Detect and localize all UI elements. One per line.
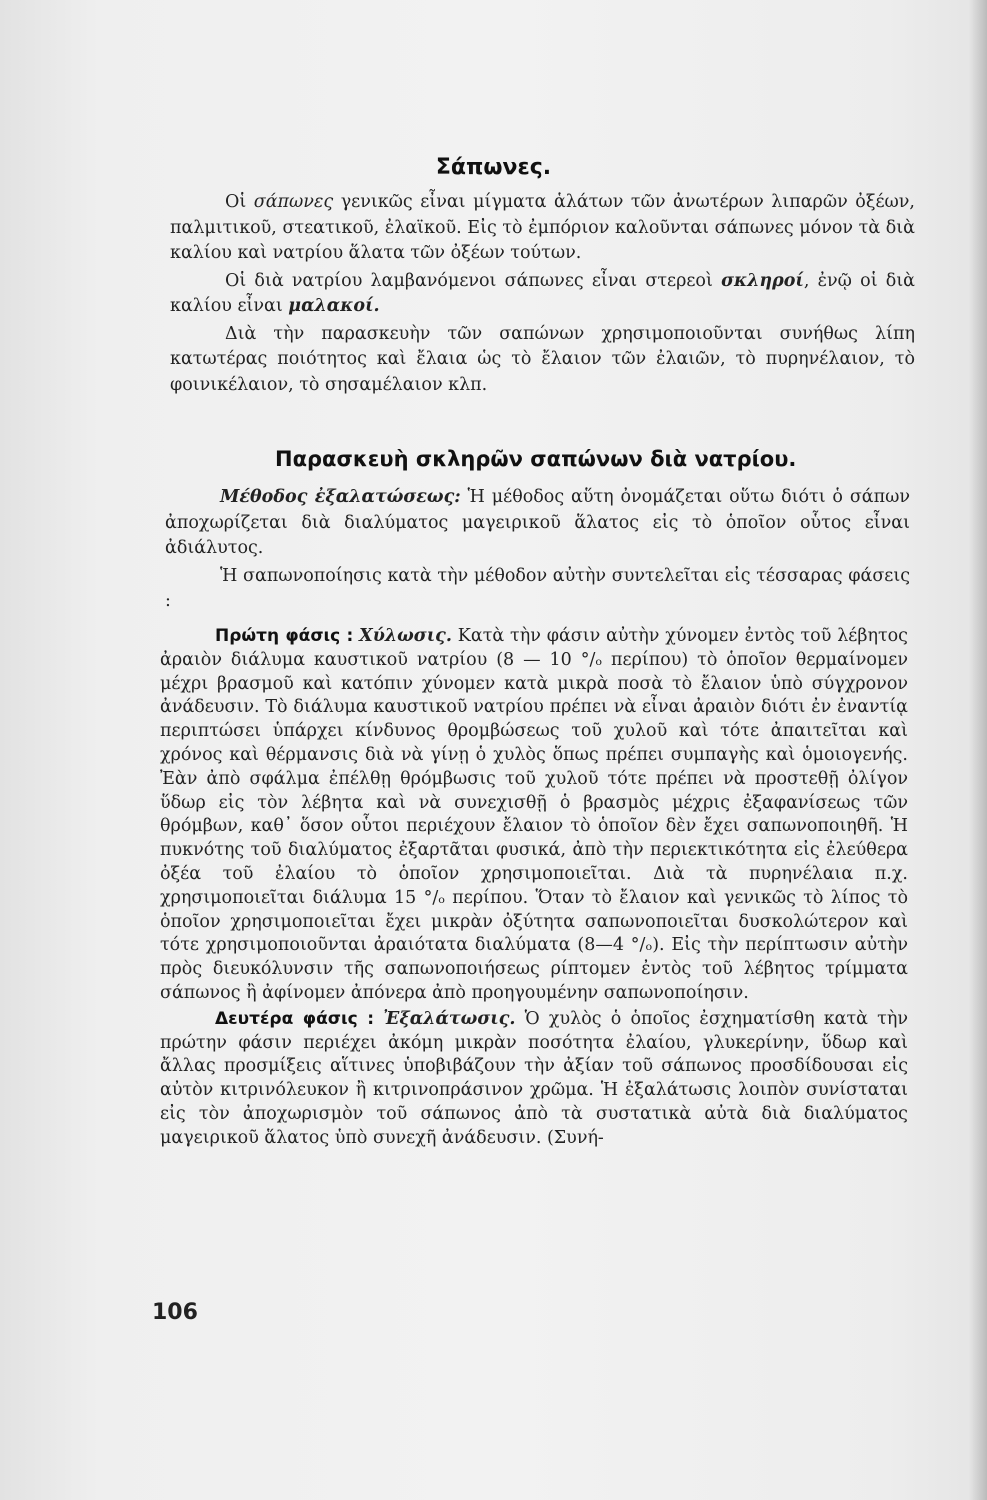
intro-paragraph-3: Διὰ τὴν παρασκευὴν τῶν σαπώνων χρησιμοποιοῦνται συνήθως λίπη κατωτέρας ποιότητος καὶ ἔλαια ὡς τὸ ἔλαιον τῶν ἐλαιῶν, τὸ πυρηνέλαιον, τὸ φοινικέλαιον, τὸ σησαμέλαιον κλπ. <box>170 323 915 395</box>
method-paragraph-1: Μέθοδος ἐξαλατώσεως: Ἡ μέθοδος αὕτη ὀνομάζεται οὕτω διότι ὁ σάπων ἀποχωρίζεται διὰ διαλύματος μαγειρικοῦ ἅλατος εἰς τὸ ὁποῖον οὗτος εἶναι ἀδιάλυτος. <box>165 487 910 558</box>
page-title: Σάπωνες. <box>435 155 552 180</box>
method-paragraph-2: Ἡ σαπωνοποίησις κατὰ τὴν μέθοδον αὐτὴν συντελεῖται εἰς τέσσαρας φάσεις : <box>165 565 910 611</box>
intro-paragraph-1: Οἱ σάπωνες γενικῶς εἶναι μίγματα ἁλάτων τῶν ἀνωτέρων λιπαρῶν ὀξέων, παλμιτικοῦ, στεατικοῦ, ἐλαϊκοῦ. Εἰς τὸ ἐμπόριον καλοῦνται σάπωνες μόνον τὰ διὰ καλίου καὶ νατρίου ἅλατα τῶν ὀξέων τούτων. <box>170 192 915 263</box>
term-sapones: σάπωνες <box>253 192 334 212</box>
term-skleroi: σκληροί <box>721 270 804 291</box>
phase-1-paragraph: Πρώτη φάσις : Χύλωσις. Κατὰ τὴν φάσιν αὐτὴν χύνομεν ἐντὸς τοῦ λέβητος ἀραιὸν διάλυμα καυστικοῦ νατρίου (8 — 10 °/ₒ περίπου) τὸ ὁποῖον θερμαίνομεν μέχρι βρασμοῦ καὶ κατόπιν χύνομεν κατὰ μικρὰ ποσὰ τὸ ἔλαιον ὑπὸ σύγχρονον ἀνάδευσιν. Τὸ διάλυμα καυστικοῦ νατρίου πρέπει νὰ εἶναι ἀραιὸν διότι ἐν ἐναντίᾳ περιπτώσει ὑπάρχει κίνδυνος θρομβώσεως τοῦ χυλοῦ καὶ τότε ἀπαιτεῖται καὶ χρόνος καὶ θέρμανσις διὰ νὰ γίνῃ ὁ χυλὸς ὅπως πρέπει συμπαγὴς καὶ ὁμοιογενής. Ἐὰν ἀπὸ σφάλμα ἐπέλθῃ θρόμβωσις τοῦ χυλοῦ τότε πρέπει νὰ προστεθῇ ὀλίγον ὕδωρ εἰς τὸν λέβητα καὶ νὰ συνεχισθῇ ὁ βρασμὸς μέχρις ἐξαφανίσεως τῶν θρόμβων, καθ᾽ ὅσον οὗτοι περιέχουν ἔλαιον τὸ ὁποῖον δὲν ἔχει σαπωνοποιηθῆ. Ἡ πυκνότης τοῦ διαλύματος ἐξαρτᾶται φυσικά, ἀπὸ τὴν περιεκτικότητα εἰς ἐλεύθερα ὀξέα τοῦ ἐλαίου τὸ ὁποῖον χρησιμοποιεῖται. Διὰ τὰ πυρηνέλαια π.χ. χρησιμοποιεῖται διάλυμα 15 °/ₒ περίπου. Ὅταν τὸ ἔλαιον καὶ γενικῶς τὸ λίπος τὸ ὁποῖον χρησιμοποιεῖται ἔχει μικρὰν ὀξύτητα σαπωνοποιεῖται δυσκολώτερον καὶ τότε χρησιμοποιοῦνται ἀραιότατα διαλύματα (8—4 °/ₒ). Εἰς τὴν περίπτωσιν αὐτὴν πρὸς διευκόλυνσιν τῆς σαπωνοποιήσεως ρίπτομεν ἐντὸς τοῦ λέβητος τρίμματα σάπωνος ἢ ἀφίνομεν ἀπόνερα ἀπὸ προηγουμένην σαπωνοποίησιν. <box>160 626 908 1003</box>
phases-section <box>160 625 908 1151</box>
method-section <box>165 485 910 615</box>
binding-shadow <box>969 0 987 1500</box>
phase-2-paragraph: Δευτέρα φάσις : Ἐξαλάτωσις. Ὁ χυλὸς ὁ ὁποῖος ἐσχηματίσθη κατὰ τὴν πρώτην φάσιν περιέχει ἀκόμη μικρὰν ποσότητα ἐλαίου, γλυκερίνην, ὕδωρ καὶ ἄλλας προσμίξεις αἵτινες ὑποβιβάζουν τὴν ἀξίαν τοῦ σάπωνος προσδίδουσαι εἰς αὐτὸν κιτρινόλευκον ἢ κιτρινοπράσινον χρῶμα. Ἡ ἐξαλάτωσις λοιπὸν συνίσταται εἰς τὸν ἀποχωρισμὸν τοῦ σάπωνος ἀπὸ τὰ συστατικὰ αὐτὰ διὰ διαλύματος μαγειρικοῦ ἅλατος ὑπὸ συνεχῆ ἀνάδευσιν. (Συνή- <box>160 1008 908 1148</box>
intro-paragraph-2: Οἱ διὰ νατρίου λαμβανόμενοι σάπωνες εἶναι στερεοὶ σκληροί, ἐνῷ οἱ διὰ καλίου εἶναι μαλακοί. <box>170 270 916 316</box>
phase-1-name: Χύλωσις. <box>359 626 452 646</box>
phase-1-label: Πρώτη φάσις : <box>215 626 354 646</box>
section-heading: Παρασκευὴ σκληρῶν σαπώνων διὰ νατρίου. <box>275 447 797 471</box>
phase-2-label: Δευτέρα φάσις : <box>215 1008 375 1029</box>
phase-2-name: Ἐξαλάτωσις. <box>383 1008 516 1029</box>
term-malakoi: μαλακοί. <box>288 296 380 316</box>
page-number: 106 <box>152 1300 198 1325</box>
intro-section <box>170 190 915 398</box>
method-lead: Μέθοδος ἐξαλατώσεως: <box>220 487 461 507</box>
